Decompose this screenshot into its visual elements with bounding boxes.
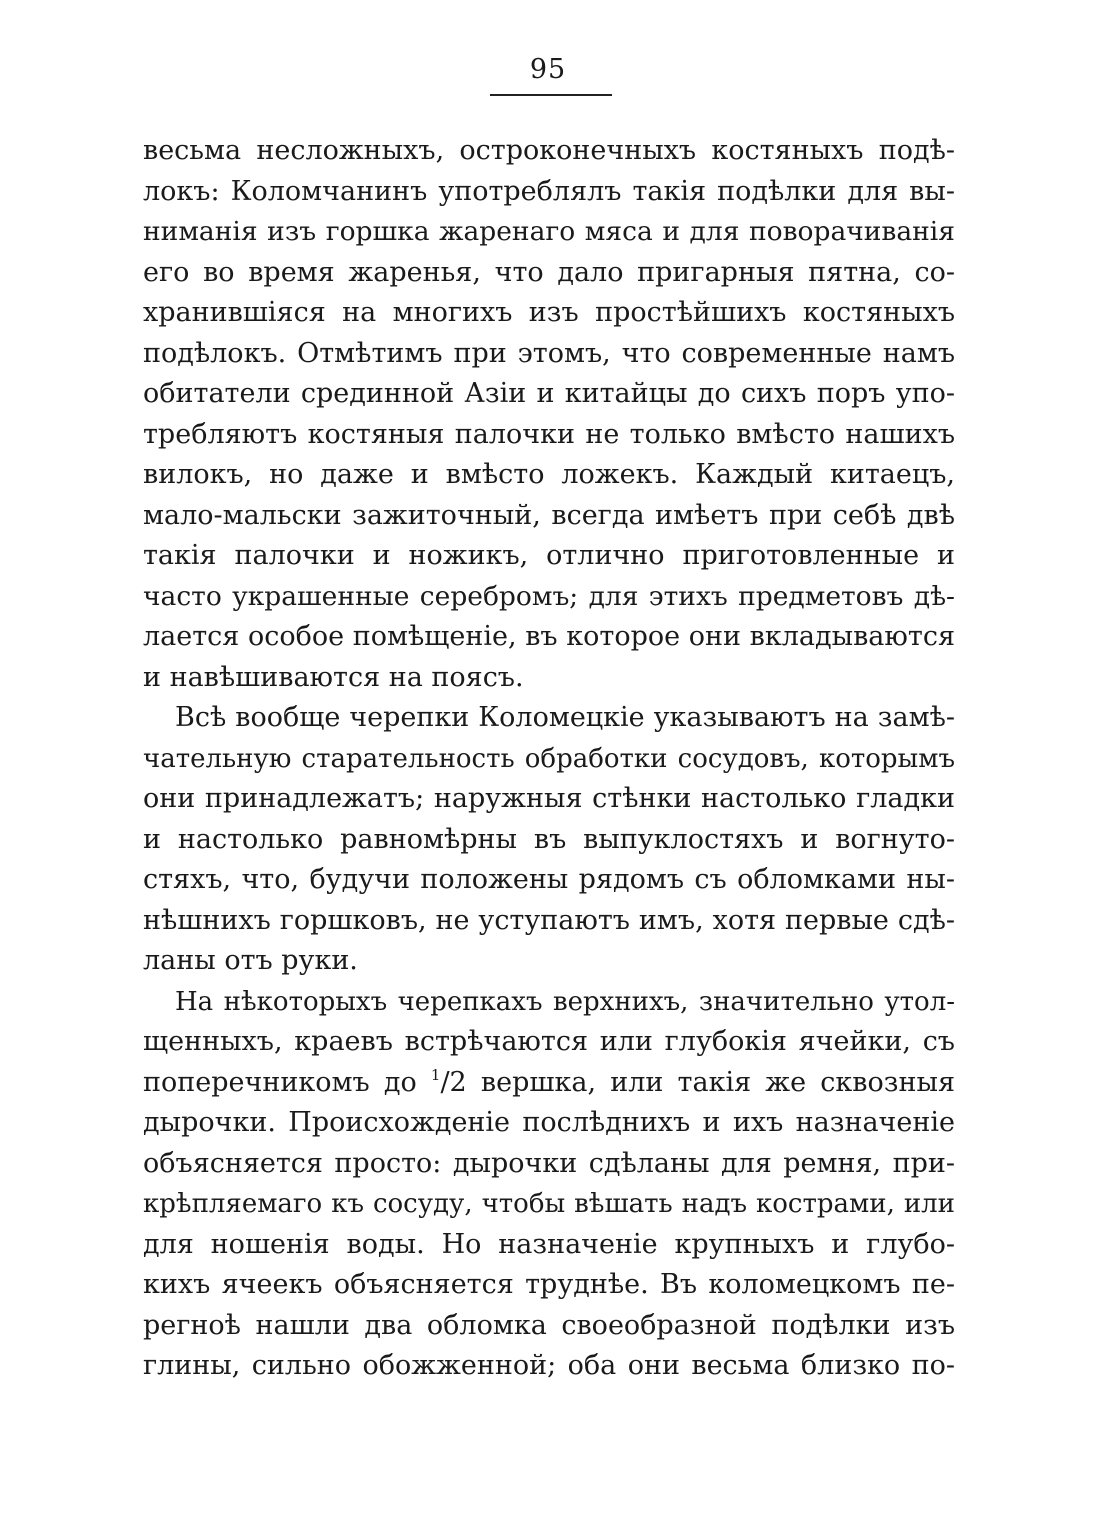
- text-line: для ношенія воды. Но назначеніе крупныхъ и глубо-: [143, 1228, 955, 1260]
- page-number: 95: [529, 54, 567, 85]
- fraction-line-after: вершка, или такія же сквозныя: [466, 1066, 955, 1098]
- fraction-denominator: /2: [440, 1066, 467, 1098]
- text-line: вилокъ, но даже и вмѣсто ложекъ. Каждый китаецъ,: [143, 459, 955, 490]
- text-line: требляютъ костяныя палочки не только вмѣсто нашихъ: [143, 418, 955, 450]
- text-line-with-fraction: [143, 1063, 955, 1104]
- text-line: лается особое помѣщеніе, въ которое они вкладываются: [143, 621, 955, 652]
- paragraph-3: [143, 982, 955, 1387]
- page-number-rule: [490, 94, 612, 96]
- text-line: стяхъ, что, будучи положены рядомъ съ обломками ны-: [143, 864, 955, 895]
- text-line: ланы отъ руки.: [143, 945, 358, 976]
- text-line: крѣпляемаго къ сосуду, чтобы вѣшать надъ кострами, или: [143, 1189, 955, 1219]
- text-line: щенныхъ, краевъ встрѣчаются или глубокія ячейки, съ: [143, 1026, 955, 1057]
- text-line: обитатели срединной Азіи и китайцы до сихъ поръ упо-: [143, 378, 955, 409]
- text-line: весьма несложныхъ, остроконечныхъ костяныхъ подѣ-: [143, 135, 955, 166]
- text-line: хранившіяся на многихъ изъ простѣйшихъ костяныхъ: [143, 297, 955, 328]
- text-line: такія палочки и ножикъ, отлично приготовленные и: [143, 540, 955, 571]
- text-line: объясняется просто: дырочки сдѣланы для ремня, при-: [143, 1147, 955, 1179]
- text-line: и настолько равномѣрны въ выпуклостяхъ и вогнуто-: [143, 823, 955, 855]
- text-line: На нѣкоторыхъ черепкахъ верхнихъ, значительно утол-: [175, 986, 955, 1017]
- text-line: глины, сильно обожженной; оба они весьма близко по-: [143, 1350, 955, 1381]
- paragraph-2: [143, 698, 955, 982]
- text-body: [143, 131, 955, 1387]
- paragraph-1: [143, 131, 955, 698]
- text-line: ниманія изъ горшка жаренаго мяса и для поворачиванія: [143, 216, 955, 247]
- text-line: дырочки. Происхожденіе послѣднихъ и ихъ назначеніе: [143, 1107, 955, 1138]
- text-line: часто украшенные серебромъ; для этихъ предметовъ дѣ-: [143, 580, 955, 612]
- text-line: его во время жаренья, что дало пригарныя пятна, со-: [143, 256, 955, 288]
- text-line: и навѣшиваются на поясъ.: [143, 661, 524, 693]
- text-line: они принадлежатъ; наружныя стѣнки настолько гладки: [143, 783, 955, 814]
- text-line: регноѣ нашли два обломка своеобразной подѣлки изъ: [143, 1309, 955, 1341]
- fraction-line-before: поперечникомъ до: [143, 1066, 431, 1098]
- text-line: мало-мальски зажиточный, всегда имѣетъ при себѣ двѣ: [143, 499, 955, 531]
- text-line: кихъ ячеекъ объясняется труднѣе. Въ коломецкомъ пе-: [143, 1269, 955, 1300]
- text-line: локъ: Коломчанинъ употреблялъ такія подѣлки для вы-: [143, 175, 955, 207]
- text-line: Всѣ вообще черепки Коломецкіе указываютъ на замѣ-: [175, 702, 955, 733]
- text-line: подѣлокъ. Отмѣтимъ при этомъ, что современные намъ: [143, 337, 955, 369]
- text-line: чательную старательность обработки сосудовъ, которымъ: [143, 743, 955, 774]
- fraction-numerator: 1: [430, 1065, 441, 1084]
- text-line: нѣшнихъ горшковъ, не уступаютъ имъ, хотя первые сдѣ-: [143, 904, 955, 936]
